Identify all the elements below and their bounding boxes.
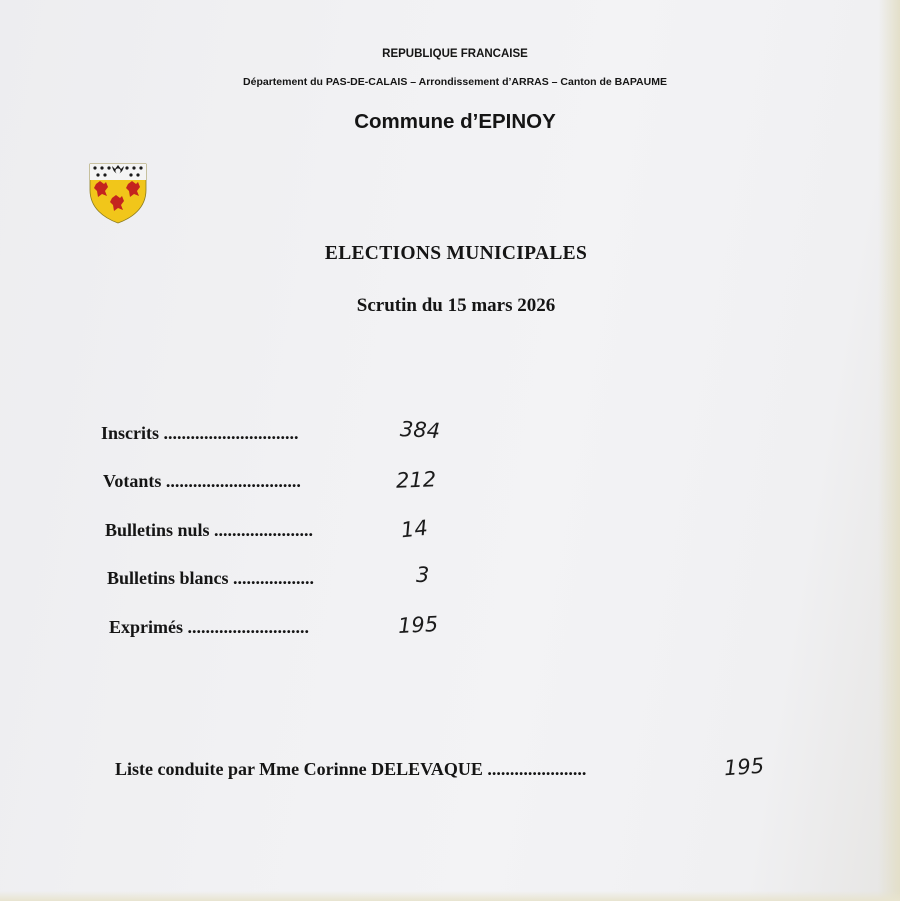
republic-heading: REPUBLIQUE FRANCAISE [382, 48, 528, 60]
result-value-exprimes: 195 [397, 611, 439, 639]
election-date: Scrutin du 15 mars 2026 [356, 295, 556, 316]
result-label-nuls: Bulletins nuls ...................... [105, 520, 314, 540]
result-label-blancs: Bulletins blancs .................. [107, 568, 315, 588]
election-title: ELECTIONS MUNICIPALES [324, 243, 588, 264]
result-label-votants: Votants .............................. [103, 471, 301, 491]
paper-bottom-edge [0, 891, 900, 901]
coat-of-arms-icon [88, 160, 148, 224]
commune-title: Commune d’EPINOY [354, 110, 556, 133]
result-value-inscrits: 384 [399, 416, 441, 444]
result-value-votants: 212 [395, 467, 437, 493]
result-value-nuls: 14 [399, 515, 429, 543]
list-value: 195 [723, 753, 765, 781]
result-value-blancs: 3 [416, 563, 430, 587]
list-label: Liste conduite par Mme Corinne DELEVAQUE ...................... [115, 759, 587, 779]
department-line: Département du PAS-DE-CALAIS – Arrondissement d’ARRAS – Canton de BAPAUME [243, 76, 667, 88]
paper-edge [878, 0, 900, 901]
result-label-inscrits: Inscrits .............................. [101, 423, 299, 443]
result-label-exprimes: Exprimés ........................... [109, 617, 309, 637]
